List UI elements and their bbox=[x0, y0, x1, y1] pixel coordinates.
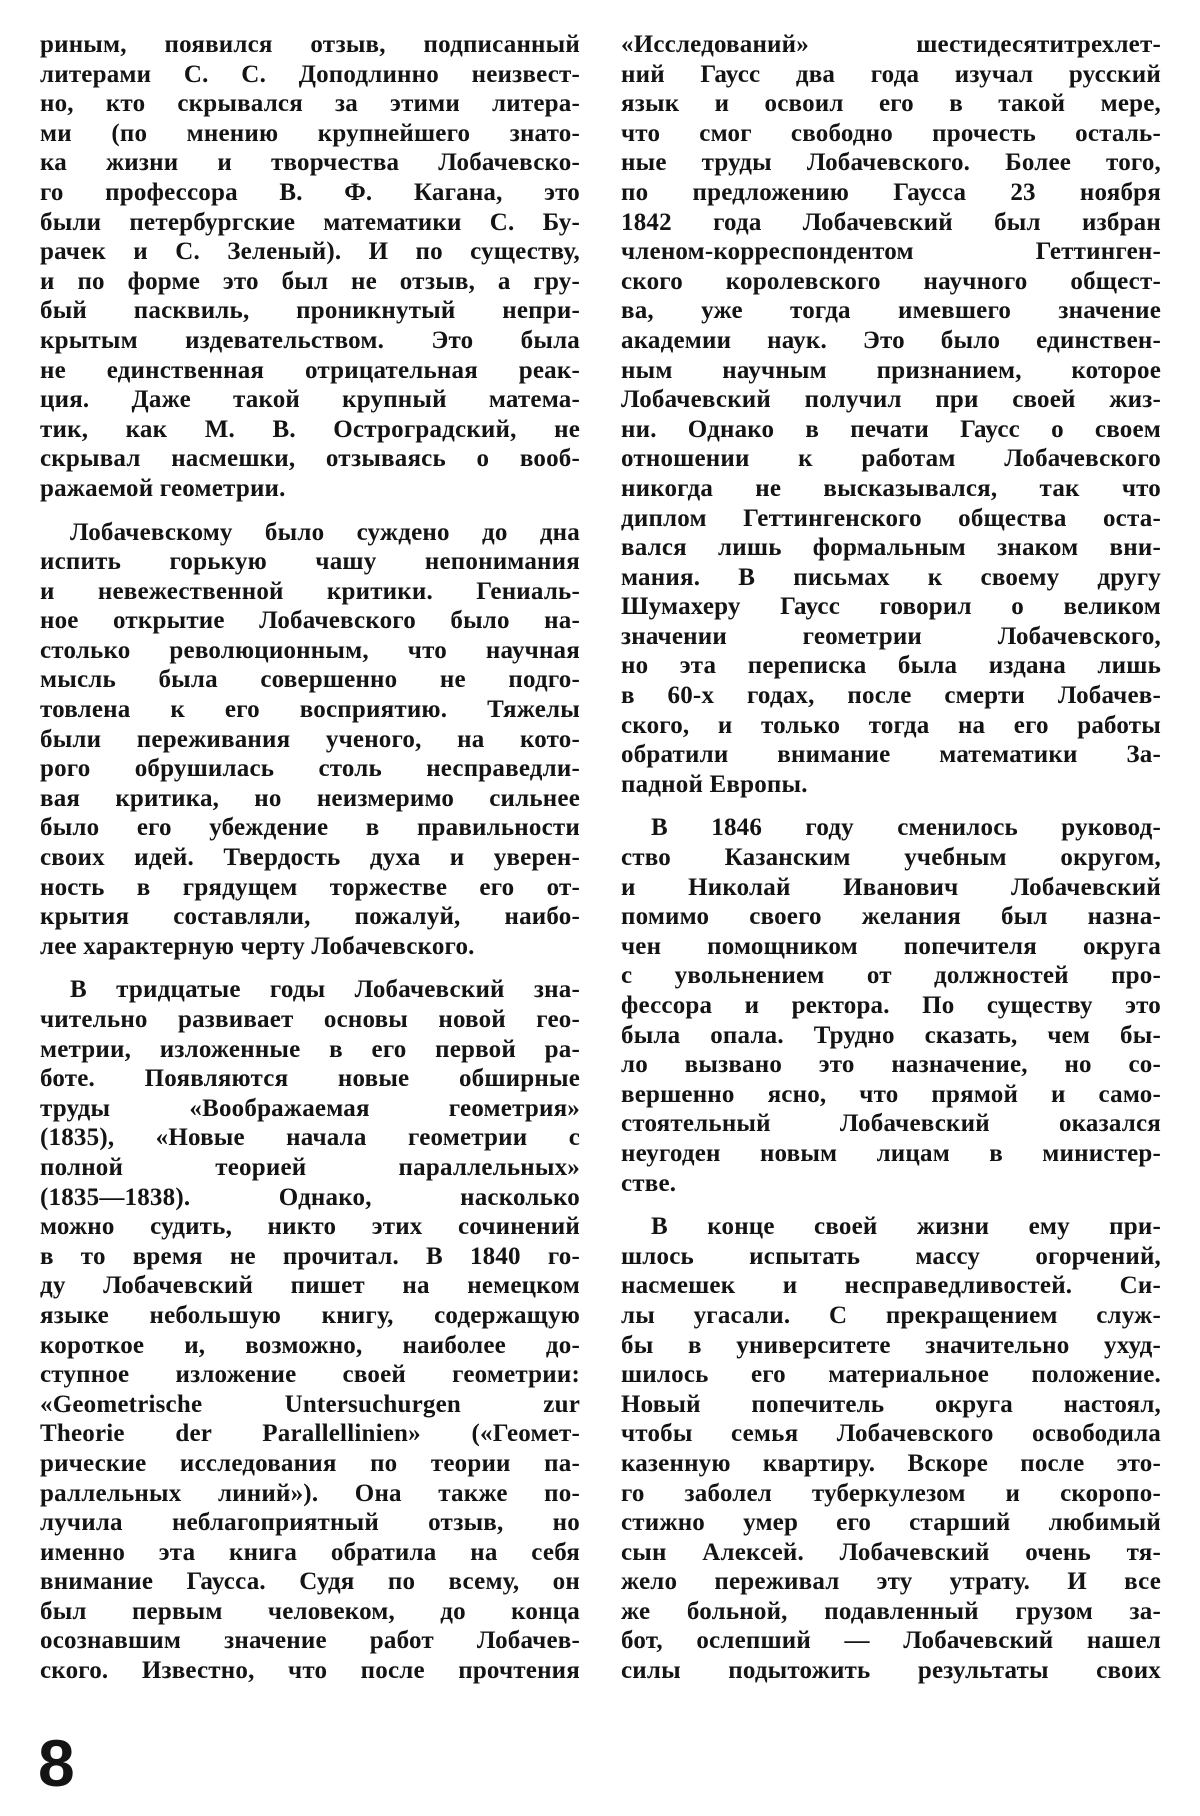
text-line: В 1846 году сменилось руковод- bbox=[651, 814, 1161, 842]
text-line: ло вызвано это назначение, но со- bbox=[621, 1051, 1161, 1079]
text-line: в 60-х годах, после смерти Лобачев- bbox=[621, 682, 1161, 710]
text-line: по предложению Гаусса 23 ноября bbox=[621, 178, 1161, 206]
left-column bbox=[40, 30, 580, 1700]
text-line: что смог свободно прочесть осталь- bbox=[621, 119, 1161, 147]
text-line: помимо своего желания был назна- bbox=[621, 903, 1161, 931]
text-line: ни. Однако в печати Гаусс о своем bbox=[621, 415, 1161, 443]
text-line: были переживания ученого, на кото- bbox=[40, 725, 580, 753]
text-line: можно судить, никто этих сочинений bbox=[40, 1213, 580, 1241]
text-line: ского королевского научного общест- bbox=[621, 267, 1161, 295]
text-line: но эта переписка была издана лишь bbox=[621, 652, 1161, 680]
text-line: риным, появился отзыв, подписанный bbox=[40, 31, 580, 58]
text-line: полной теорией параллельных» bbox=[40, 1153, 580, 1181]
text-line: крытия составляли, пожалуй, наибо- bbox=[40, 903, 580, 931]
text-line: не единственная отрицательная реак- bbox=[40, 356, 580, 384]
text-line: ского, и только тогда на его работы bbox=[621, 711, 1161, 739]
text-line: была опала. Трудно сказать, чем бы- bbox=[621, 1021, 1161, 1049]
text-line: ные труды Лобачевского. Более того, bbox=[621, 149, 1161, 177]
text-line: ний Гаусс два года изучал русский bbox=[621, 60, 1161, 88]
text-line: рого обрушилась столь несправедли- bbox=[40, 755, 580, 783]
text-line: с увольнением от должностей про- bbox=[621, 962, 1161, 990]
text-line: значении геометрии Лобачевского, bbox=[621, 622, 1161, 650]
paragraph bbox=[621, 30, 1161, 799]
text-line: и невежественной критики. Гениаль- bbox=[40, 577, 580, 605]
text-line: языке небольшую книгу, содержащую bbox=[40, 1301, 580, 1329]
text-line: никогда не высказывался, так что bbox=[621, 474, 1161, 502]
text-line: ное открытие Лобачевского было на- bbox=[40, 607, 580, 635]
text-line: обратили внимание математики За- bbox=[621, 741, 1161, 769]
text-line: чен помощником попечителя округа bbox=[621, 932, 1161, 960]
text-line: и по форме это был не отзыв, а гру- bbox=[40, 267, 580, 295]
text-line: бот, ослепший — Лобачевский нашел bbox=[621, 1627, 1161, 1655]
text-line: метрии, изложенные в его первой ра- bbox=[40, 1035, 580, 1063]
text-line: «Geometrische Untersuchurgen zur bbox=[40, 1390, 580, 1418]
text-line: короткое и, возможно, наиболее до- bbox=[40, 1331, 580, 1359]
text-line: же больной, подавленный грузом за- bbox=[621, 1597, 1161, 1625]
text-line: ным научным признанием, которое bbox=[621, 356, 1161, 384]
text-line: чительно развивает основы новой гео- bbox=[40, 1006, 580, 1033]
text-line: Шумахеру Гаусс говорил о великом bbox=[621, 593, 1161, 621]
text-line: внимание Гаусса. Судя по всему, он bbox=[40, 1568, 580, 1596]
text-line: В конце своей жизни ему при- bbox=[651, 1213, 1161, 1241]
text-line: отношении к работам Лобачевского bbox=[621, 445, 1161, 473]
right-column bbox=[621, 30, 1161, 1700]
text-line: ступное изложение своей геометрии: bbox=[40, 1361, 580, 1389]
text-line: 1842 года Лобачевский был избран bbox=[621, 208, 1161, 236]
text-line: осознавшим значение работ Лобачев- bbox=[40, 1627, 580, 1655]
text-line: шлось испытать массу огорчений, bbox=[621, 1242, 1161, 1270]
paragraph bbox=[621, 1212, 1161, 1686]
text-line: диплом Геттингенского общества оста- bbox=[621, 504, 1161, 532]
text-line: (1835), «Новые начала геометрии с bbox=[40, 1124, 580, 1152]
text-line: мания. В письмах к своему другу bbox=[621, 563, 1161, 591]
text-line: но, кто скрывался за этими литера- bbox=[40, 90, 580, 118]
text-line: ка жизни и творчества Лобачевско- bbox=[40, 149, 580, 177]
text-line: жело переживал эту утрату. И все bbox=[621, 1568, 1161, 1596]
text-line: стве. bbox=[621, 1169, 677, 1197]
text-line: товлена к его восприятию. Тяжелы bbox=[40, 696, 580, 724]
paragraph bbox=[40, 30, 580, 504]
text-line: ва, уже тогда имевшего значение bbox=[621, 297, 1161, 325]
text-line: лее характерную черту Лобачевского. bbox=[40, 932, 475, 960]
text-line: рические исследования по теории па- bbox=[40, 1449, 580, 1477]
text-line: ду Лобачевский пишет на немецком bbox=[40, 1272, 580, 1300]
text-line: го профессора В. Ф. Кагана, это bbox=[40, 178, 580, 206]
text-line: ражаемой геометрии. bbox=[40, 474, 286, 502]
text-line: своих идей. Твердость духа и уверен- bbox=[40, 844, 580, 872]
text-line: чтобы семья Лобачевского освободила bbox=[621, 1420, 1161, 1448]
text-line: Лобачевскому было суждено до дна bbox=[70, 518, 580, 546]
paragraph bbox=[621, 813, 1161, 1198]
text-line: фессора и ректора. По существу это bbox=[621, 992, 1161, 1019]
text-line: ция. Даже такой крупный матема- bbox=[40, 386, 580, 414]
text-line: вершенно ясно, что прямой и само- bbox=[621, 1080, 1161, 1108]
text-line: в то время не прочитал. В 1840 го- bbox=[40, 1242, 580, 1270]
text-line: казенную квартиру. Вскоре после это- bbox=[621, 1449, 1161, 1477]
paragraph bbox=[40, 975, 580, 1685]
text-line: мысль была совершенно не подго- bbox=[40, 666, 580, 694]
text-line: ность в грядущем торжестве его от- bbox=[40, 873, 580, 901]
text-line: столько революционным, что научная bbox=[40, 636, 580, 664]
text-line: боте. Появляются новые обширные bbox=[40, 1065, 580, 1093]
text-line: стоятельный Лобачевский оказался bbox=[621, 1110, 1161, 1138]
text-line: был первым человеком, до конца bbox=[40, 1597, 580, 1625]
text-line: ми (по мнению крупнейшего знато- bbox=[40, 119, 580, 147]
text-line: язык и освоил его в такой мере, bbox=[621, 90, 1161, 118]
text-line: неугоден новым лицам в министер- bbox=[621, 1139, 1161, 1167]
text-line: стижно умер его старший любимый bbox=[621, 1509, 1161, 1537]
page-number: 8 bbox=[38, 1726, 75, 1800]
text-line: лы угасали. С прекращением служ- bbox=[621, 1301, 1161, 1329]
text-line: вался лишь формальным знаком вни- bbox=[621, 534, 1161, 562]
text-line: скрывал насмешки, отзываясь о вооб- bbox=[40, 445, 580, 473]
text-line: В тридцатые годы Лобачевский зна- bbox=[70, 976, 580, 1004]
text-line: сын Алексей. Лобачевский очень тя- bbox=[621, 1538, 1161, 1566]
text-line: раллельных линий»). Она также по- bbox=[40, 1479, 580, 1507]
text-line: литерами С. С. Доподлинно неизвест- bbox=[40, 60, 580, 88]
text-line: крытым издевательством. Это была bbox=[40, 326, 580, 354]
text-line: Лобачевский получил при своей жиз- bbox=[621, 386, 1161, 414]
text-line: было его убеждение в правильности bbox=[40, 814, 580, 842]
text-line: бый пасквиль, проникнутый непри- bbox=[40, 297, 580, 325]
text-line: ского. Известно, что после прочтения bbox=[40, 1657, 580, 1685]
text-line: были петербургские математики С. Бу- bbox=[40, 208, 580, 236]
text-line: именно эта книга обратила на себя bbox=[40, 1538, 580, 1566]
text-line: (1835—1838). Однако, насколько bbox=[40, 1183, 580, 1211]
text-line: рачек и С. Зеленый). И по существу, bbox=[40, 238, 580, 266]
text-line: го заболел туберкулезом и скоропо- bbox=[621, 1479, 1161, 1507]
text-line: «Исследований» шестидесятитрехлет- bbox=[621, 31, 1161, 58]
text-line: и Николай Иванович Лобачевский bbox=[621, 873, 1161, 901]
text-line: бы в университете значительно ухуд- bbox=[621, 1331, 1161, 1359]
text-line: насмешек и несправедливостей. Си- bbox=[621, 1272, 1161, 1300]
text-line: тик, как М. В. Остроградский, не bbox=[40, 415, 580, 443]
text-line: ство Казанским учебным округом, bbox=[621, 844, 1161, 872]
text-line: силы подытожить результаты своих bbox=[621, 1657, 1161, 1685]
text-line: шилось его материальное положение. bbox=[621, 1361, 1161, 1389]
text-line: испить горькую чашу непонимания bbox=[40, 548, 580, 576]
paragraph bbox=[40, 518, 580, 962]
text-line: лучила неблагоприятный отзыв, но bbox=[40, 1509, 580, 1537]
text-line: труды «Воображаемая геометрия» bbox=[40, 1094, 580, 1122]
text-line: вая критика, но неизмеримо сильнее bbox=[40, 784, 580, 812]
text-line: членом-корреспондентом Геттинген- bbox=[621, 238, 1161, 266]
text-line: Theorie der Parallellinien» («Геомет- bbox=[40, 1420, 580, 1448]
text-line: падной Европы. bbox=[621, 770, 808, 798]
text-line: Новый попечитель округа настоял, bbox=[621, 1390, 1161, 1418]
text-line: академии наук. Это было единствен- bbox=[621, 326, 1161, 354]
